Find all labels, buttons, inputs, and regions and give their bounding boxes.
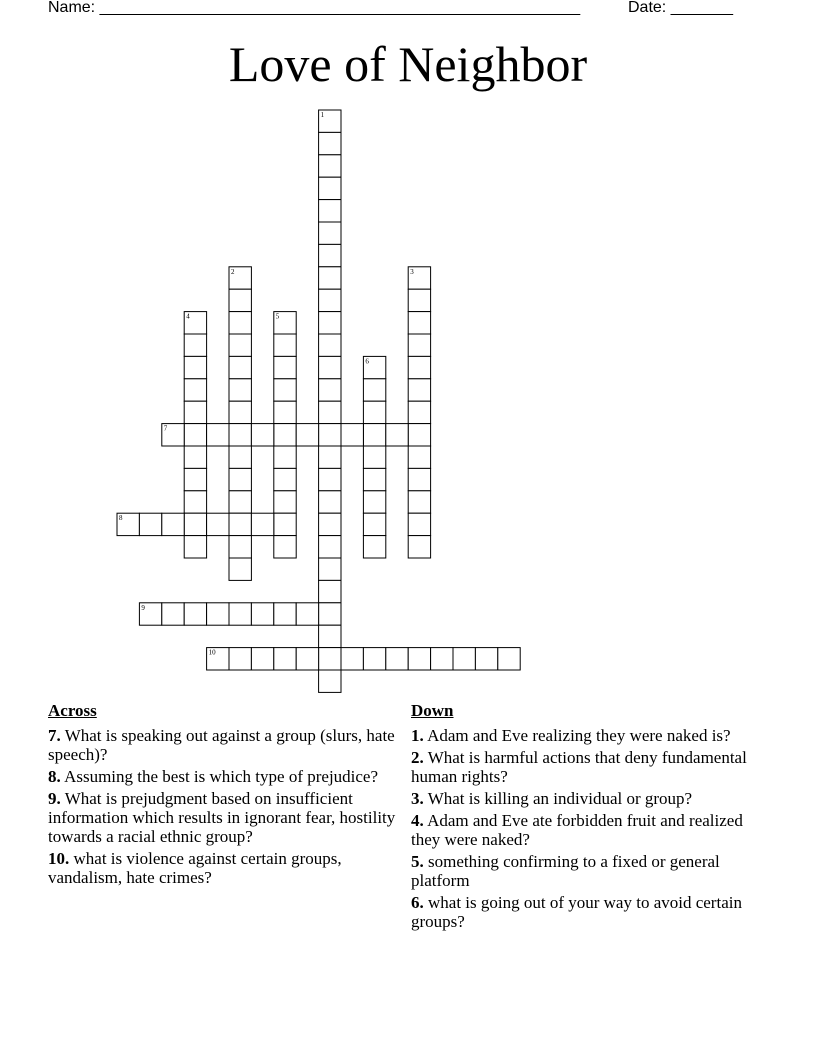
cell-number-3: 3 (410, 267, 414, 276)
grid-cell[interactable] (408, 312, 430, 334)
grid-cell[interactable] (363, 468, 385, 490)
grid-cell[interactable] (296, 648, 318, 670)
cell-number-4: 4 (186, 312, 190, 321)
grid-cell[interactable] (274, 491, 296, 513)
grid-cell[interactable] (274, 446, 296, 468)
grid-cell[interactable] (229, 491, 251, 513)
grid-cell[interactable] (363, 424, 385, 446)
grid-cell[interactable] (498, 648, 520, 670)
cell-number-8: 8 (119, 514, 123, 523)
grid-cell[interactable] (274, 401, 296, 423)
grid-cell[interactable] (363, 513, 385, 535)
grid-cell[interactable] (408, 513, 430, 535)
grid-cell[interactable] (319, 670, 341, 692)
grid-cell[interactable] (229, 536, 251, 558)
grid-cell[interactable] (475, 648, 497, 670)
grid-cell[interactable] (319, 536, 341, 558)
grid-cell[interactable] (319, 356, 341, 378)
cell-number-7: 7 (163, 424, 168, 433)
grid-cell[interactable] (319, 468, 341, 490)
clue-down-6: 6. what is going out of your way to avoid certain groups? (411, 893, 742, 931)
grid-cell[interactable] (207, 424, 229, 446)
grid-cell[interactable] (319, 200, 341, 222)
cell-number-1: 1 (320, 111, 325, 119)
grid-cell[interactable] (274, 536, 296, 558)
grid-cell[interactable] (319, 334, 341, 356)
clue-down-5: 5. something confirming to a fixed or general platform (411, 852, 720, 890)
grid-cell[interactable] (319, 132, 341, 154)
grid-cell[interactable] (341, 424, 363, 446)
cell-number-5: 5 (275, 312, 280, 321)
grid-cell[interactable] (408, 289, 430, 311)
grid-cell[interactable] (319, 580, 341, 602)
grid-cell[interactable] (319, 222, 341, 244)
grid-cell[interactable] (274, 356, 296, 378)
grid-cell[interactable] (184, 446, 206, 468)
grid-cell[interactable] (229, 513, 251, 535)
grid-cell[interactable] (363, 446, 385, 468)
clue-down-3: 3. What is killing an individual or group? (411, 789, 693, 808)
grid-cell[interactable] (319, 648, 341, 670)
grid-cell[interactable] (274, 334, 296, 356)
grid-cell[interactable] (229, 379, 251, 401)
grid-cell[interactable] (408, 424, 430, 446)
grid-cell[interactable] (251, 648, 273, 670)
grid-cell[interactable] (229, 603, 251, 625)
clue-down-2: 2. What is harmful actions that deny fundamental human rights? (411, 748, 747, 786)
grid-cell[interactable] (408, 356, 430, 378)
grid-cell[interactable] (274, 513, 296, 535)
grid-cell[interactable] (319, 267, 341, 289)
grid-cell[interactable] (251, 424, 273, 446)
grid-cell[interactable] (229, 401, 251, 423)
grid-cell[interactable] (207, 513, 229, 535)
grid-cell[interactable] (139, 513, 161, 535)
grid-cell[interactable] (184, 334, 206, 356)
grid-cell[interactable] (319, 289, 341, 311)
grid-cell[interactable] (184, 356, 206, 378)
grid-cell[interactable] (296, 424, 318, 446)
grid-cell[interactable] (184, 603, 206, 625)
grid-cell[interactable] (162, 513, 184, 535)
grid-cell[interactable] (319, 244, 341, 266)
grid-cell[interactable] (319, 379, 341, 401)
across-clues (48, 700, 404, 890)
grid-cell[interactable] (408, 491, 430, 513)
grid-cell[interactable] (386, 648, 408, 670)
grid-cell[interactable] (408, 446, 430, 468)
grid-cell[interactable] (363, 491, 385, 513)
date-field-label: Date: _______ (628, 0, 733, 16)
cell-number-10: 10 (208, 648, 216, 657)
clue-across-9: 9. What is prejudgment based on insufficient information which results in ignorant fear, hostility towards a racial ethnic group? (48, 789, 396, 846)
clue-down-4: 4. Adam and Eve ate forbidden fruit and realized they were naked? (411, 811, 743, 849)
grid-cell[interactable] (363, 536, 385, 558)
grid-cell[interactable] (319, 401, 341, 423)
grid-cell[interactable] (408, 379, 430, 401)
grid-cell[interactable] (408, 468, 430, 490)
grid-cell[interactable] (184, 424, 206, 446)
clue-across-7: 7. What is speaking out against a group (slurs, hate speech)? (48, 726, 395, 764)
puzzle-title: Love of Neighbor (228, 36, 588, 92)
grid-cell[interactable] (184, 513, 206, 535)
across-heading: Across (48, 701, 97, 720)
grid-cell[interactable] (363, 379, 385, 401)
grid-cell[interactable] (184, 468, 206, 490)
grid-cell[interactable] (319, 424, 341, 446)
clue-across-8: 8. Assuming the best is which type of prejudice? (48, 767, 379, 786)
grid-cell[interactable] (296, 603, 318, 625)
grid-cell[interactable] (319, 177, 341, 199)
grid-cell[interactable] (363, 648, 385, 670)
grid-cell[interactable] (408, 401, 430, 423)
grid-cell[interactable] (431, 648, 453, 670)
grid-cell[interactable] (408, 536, 430, 558)
cell-number-9: 9 (141, 603, 145, 612)
grid-cell[interactable] (229, 334, 251, 356)
grid-cell[interactable] (386, 424, 408, 446)
grid-cell[interactable] (229, 312, 251, 334)
cell-number-6: 6 (365, 357, 369, 366)
grid-cell[interactable] (274, 424, 296, 446)
grid-cell[interactable] (207, 603, 229, 625)
grid-cell[interactable] (363, 401, 385, 423)
grid-cell[interactable] (274, 648, 296, 670)
grid-cell[interactable] (229, 424, 251, 446)
grid-cell[interactable] (184, 491, 206, 513)
grid-cell[interactable] (319, 155, 341, 177)
grid-cell[interactable] (229, 468, 251, 490)
grid-cell[interactable] (319, 603, 341, 625)
grid-cell[interactable] (408, 648, 430, 670)
grid-cell[interactable] (184, 379, 206, 401)
grid-cell[interactable] (184, 401, 206, 423)
grid-cell[interactable] (251, 513, 273, 535)
grid-cell[interactable] (162, 603, 184, 625)
grid-cell[interactable] (274, 379, 296, 401)
down-heading: Down (411, 701, 454, 720)
grid-cell[interactable] (319, 312, 341, 334)
name-field-label: Name: ______________________________________________________ (48, 0, 581, 16)
grid-cell[interactable] (319, 558, 341, 580)
grid-cell[interactable] (184, 536, 206, 558)
grid-cell[interactable] (229, 446, 251, 468)
grid-cell[interactable] (408, 334, 430, 356)
grid-cell[interactable] (229, 356, 251, 378)
grid-cell[interactable] (319, 446, 341, 468)
grid-cell[interactable] (319, 625, 341, 647)
grid-cell[interactable] (341, 648, 363, 670)
grid-cell[interactable] (274, 468, 296, 490)
clue-across-10: 10. what is violence against certain groups, vandalism, hate crimes? (48, 849, 342, 887)
down-clues (411, 700, 751, 934)
grid-cell[interactable] (229, 648, 251, 670)
cell-number-2: 2 (231, 267, 235, 276)
grid-cell[interactable] (319, 491, 341, 513)
grid-cell[interactable] (251, 603, 273, 625)
grid-cell[interactable] (319, 513, 341, 535)
grid-cell[interactable] (274, 603, 296, 625)
grid-cell[interactable] (453, 648, 475, 670)
clue-down-1: 1. Adam and Eve realizing they were naked is? (411, 726, 731, 745)
grid-cell[interactable] (229, 289, 251, 311)
grid-cell[interactable] (229, 558, 251, 580)
